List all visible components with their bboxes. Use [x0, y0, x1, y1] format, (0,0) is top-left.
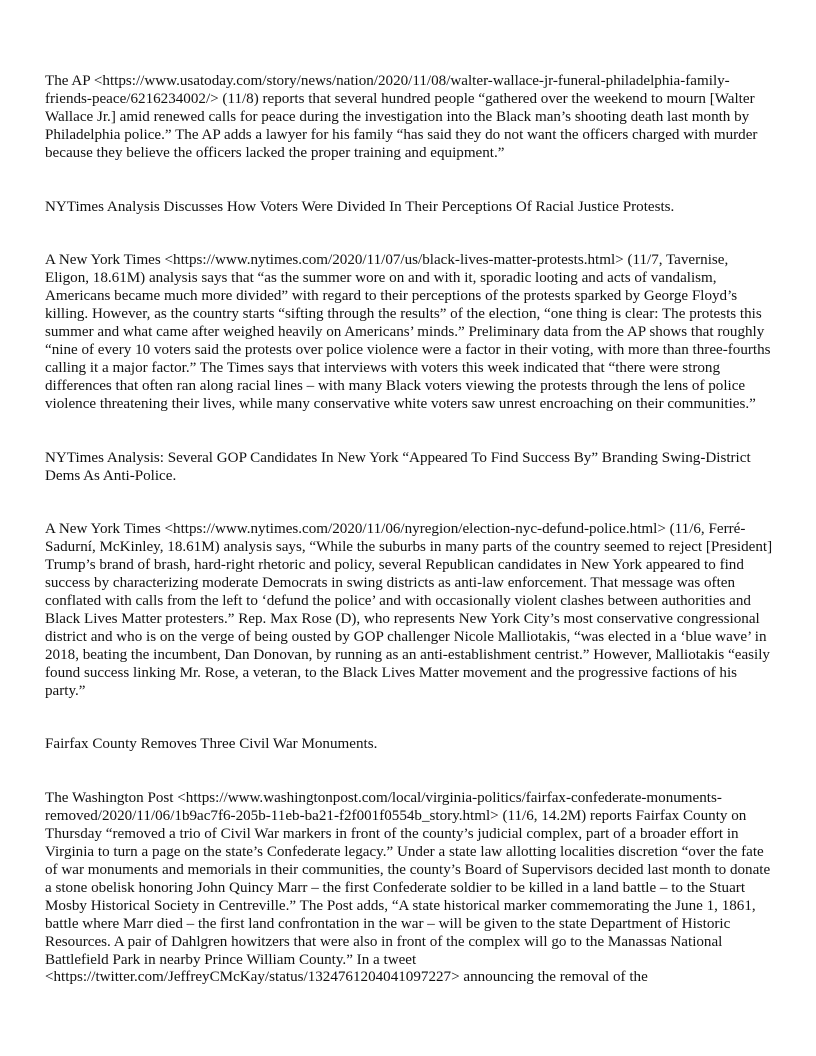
spacer: [45, 216, 773, 252]
paragraph-walter-wallace: The AP <https://www.usatoday.com/story/news/nation/2020/11/08/walter-wallace-jr-funeral-philadelphia-family-friends-peace/6216234002/> (11/8) reports that several hundred people “gathered over the weekend to mourn [Walter Wallace Jr.] amid renewed calls for peace during the investigation into the Black man’s shooting death last month by Philadelphia police.” The AP adds a lawyer for his family “has said they do not want the officers charged with murder because they believe the officers lacked the proper training and equipment.”: [45, 73, 758, 161]
document-page: [45, 73, 773, 987]
spacer: [45, 485, 773, 521]
spacer: [45, 163, 773, 199]
paragraph-nytimes-protests-analysis: A New York Times <https://www.nytimes.com/2020/11/07/us/black-lives-matter-protests.html> (11/7, Tavernise, Eligon, 18.61M) analysis says that “as the summer wore on and with it, sporadic looting and acts of vandalism, Americans became much more divided” with regard to their perceptions of the protests sparked by George Floyd’s killing. However, as the country starts “sifting through the results” of the election, “one thing is clear: The protests this summer and what came after weighed heavily on Americans’ minds.” Preliminary data from the AP shows that roughly “nine of every 10 voters said the protests over police violence were a factor in their voting, with more than three-fourths calling it a major factor.” The Times says that interviews with voters this week indicated that “there were strong differences that often ran along racial lines – with many Black voters viewing the protests through the lens of police violence threatening their lives, while many conservative white voters saw unrest encroaching on their communities.”: [45, 252, 771, 412]
spacer: [45, 754, 773, 790]
headline-gop-candidates-new-york: NYTimes Analysis: Several GOP Candidates In New York “Appeared To Find Success By” Branding Swing-District Dems As Anti-Police.: [45, 449, 751, 484]
spacer: [45, 414, 773, 450]
headline-fairfax-monuments: Fairfax County Removes Three Civil War Monuments.: [45, 736, 378, 753]
spacer: [45, 700, 773, 736]
headline-voters-divided: NYTimes Analysis Discusses How Voters Were Divided In Their Perceptions Of Racial Justice Protests.: [45, 198, 675, 215]
paragraph-nytimes-defund-police: A New York Times <https://www.nytimes.com/2020/11/06/nyregion/election-nyc-defund-police.html> (11/6, Ferré-Sadurní, McKinley, 18.61M) analysis says, “While the suburbs in many parts of the country seemed to reject [President] Trump’s brand of brash, hard-right rhetoric and policy, several Republican candidates in New York appeared to find success by characterizing moderate Democrats in swing districts as anti-law enforcement. That message was often conflated with calls from the left to ‘defund the police’ and with occasionally violent clashes between authorities and Black Lives Matter protesters.” Rep. Max Rose (D), who represents New York City’s most conservative congressional district and who is on the verge of being ousted by GOP challenger Nicole Malliotakis, “was elected in a ‘blue wave’ in 2018, beating the incumbent, Dan Donovan, by running as an anti-establishment centrist.” However, Malliotakis “easily found success linking Mr. Rose, a veteran, to the Black Lives Matter movement and the progressive factions of his party.”: [45, 521, 773, 699]
paragraph-washington-post-fairfax: The Washington Post <https://www.washingtonpost.com/local/virginia-politics/fairfax-confederate-monuments-removed/2020/11/06/1b9ac7f6-205b-11eb-ba21-f2f001f0554b_story.html> (11/6, 14.2M) reports Fairfax County on Thursday “removed a trio of Civil War markers in front of the county’s judicial complex, part of a broader effort in Virginia to turn a page on the state’s Confederate legacy.” Under a state law allotting localities discretion “over the fate of war monuments and memorials in their communities, the county’s Board of Supervisors decided last month to donate a stone obelisk honoring John Quincy Marr – the first Confederate soldier to be killed in a land battle – to the Stuart Mosby Historical Society in Centreville.” The Post adds, “A state historical marker commemorating the June 1, 1861, battle where Marr died – the first land confrontation in the war – will be given to the state Department of Historic Resources. A pair of Dahlgren howitzers that were also in front of the complex will go to the Manassas National Battlefield Park in nearby Prince William County.” In a tweet <https://twitter.com/JeffreyCMcKay/status/1324761204041097227> announcing the removal of the: [45, 790, 771, 986]
